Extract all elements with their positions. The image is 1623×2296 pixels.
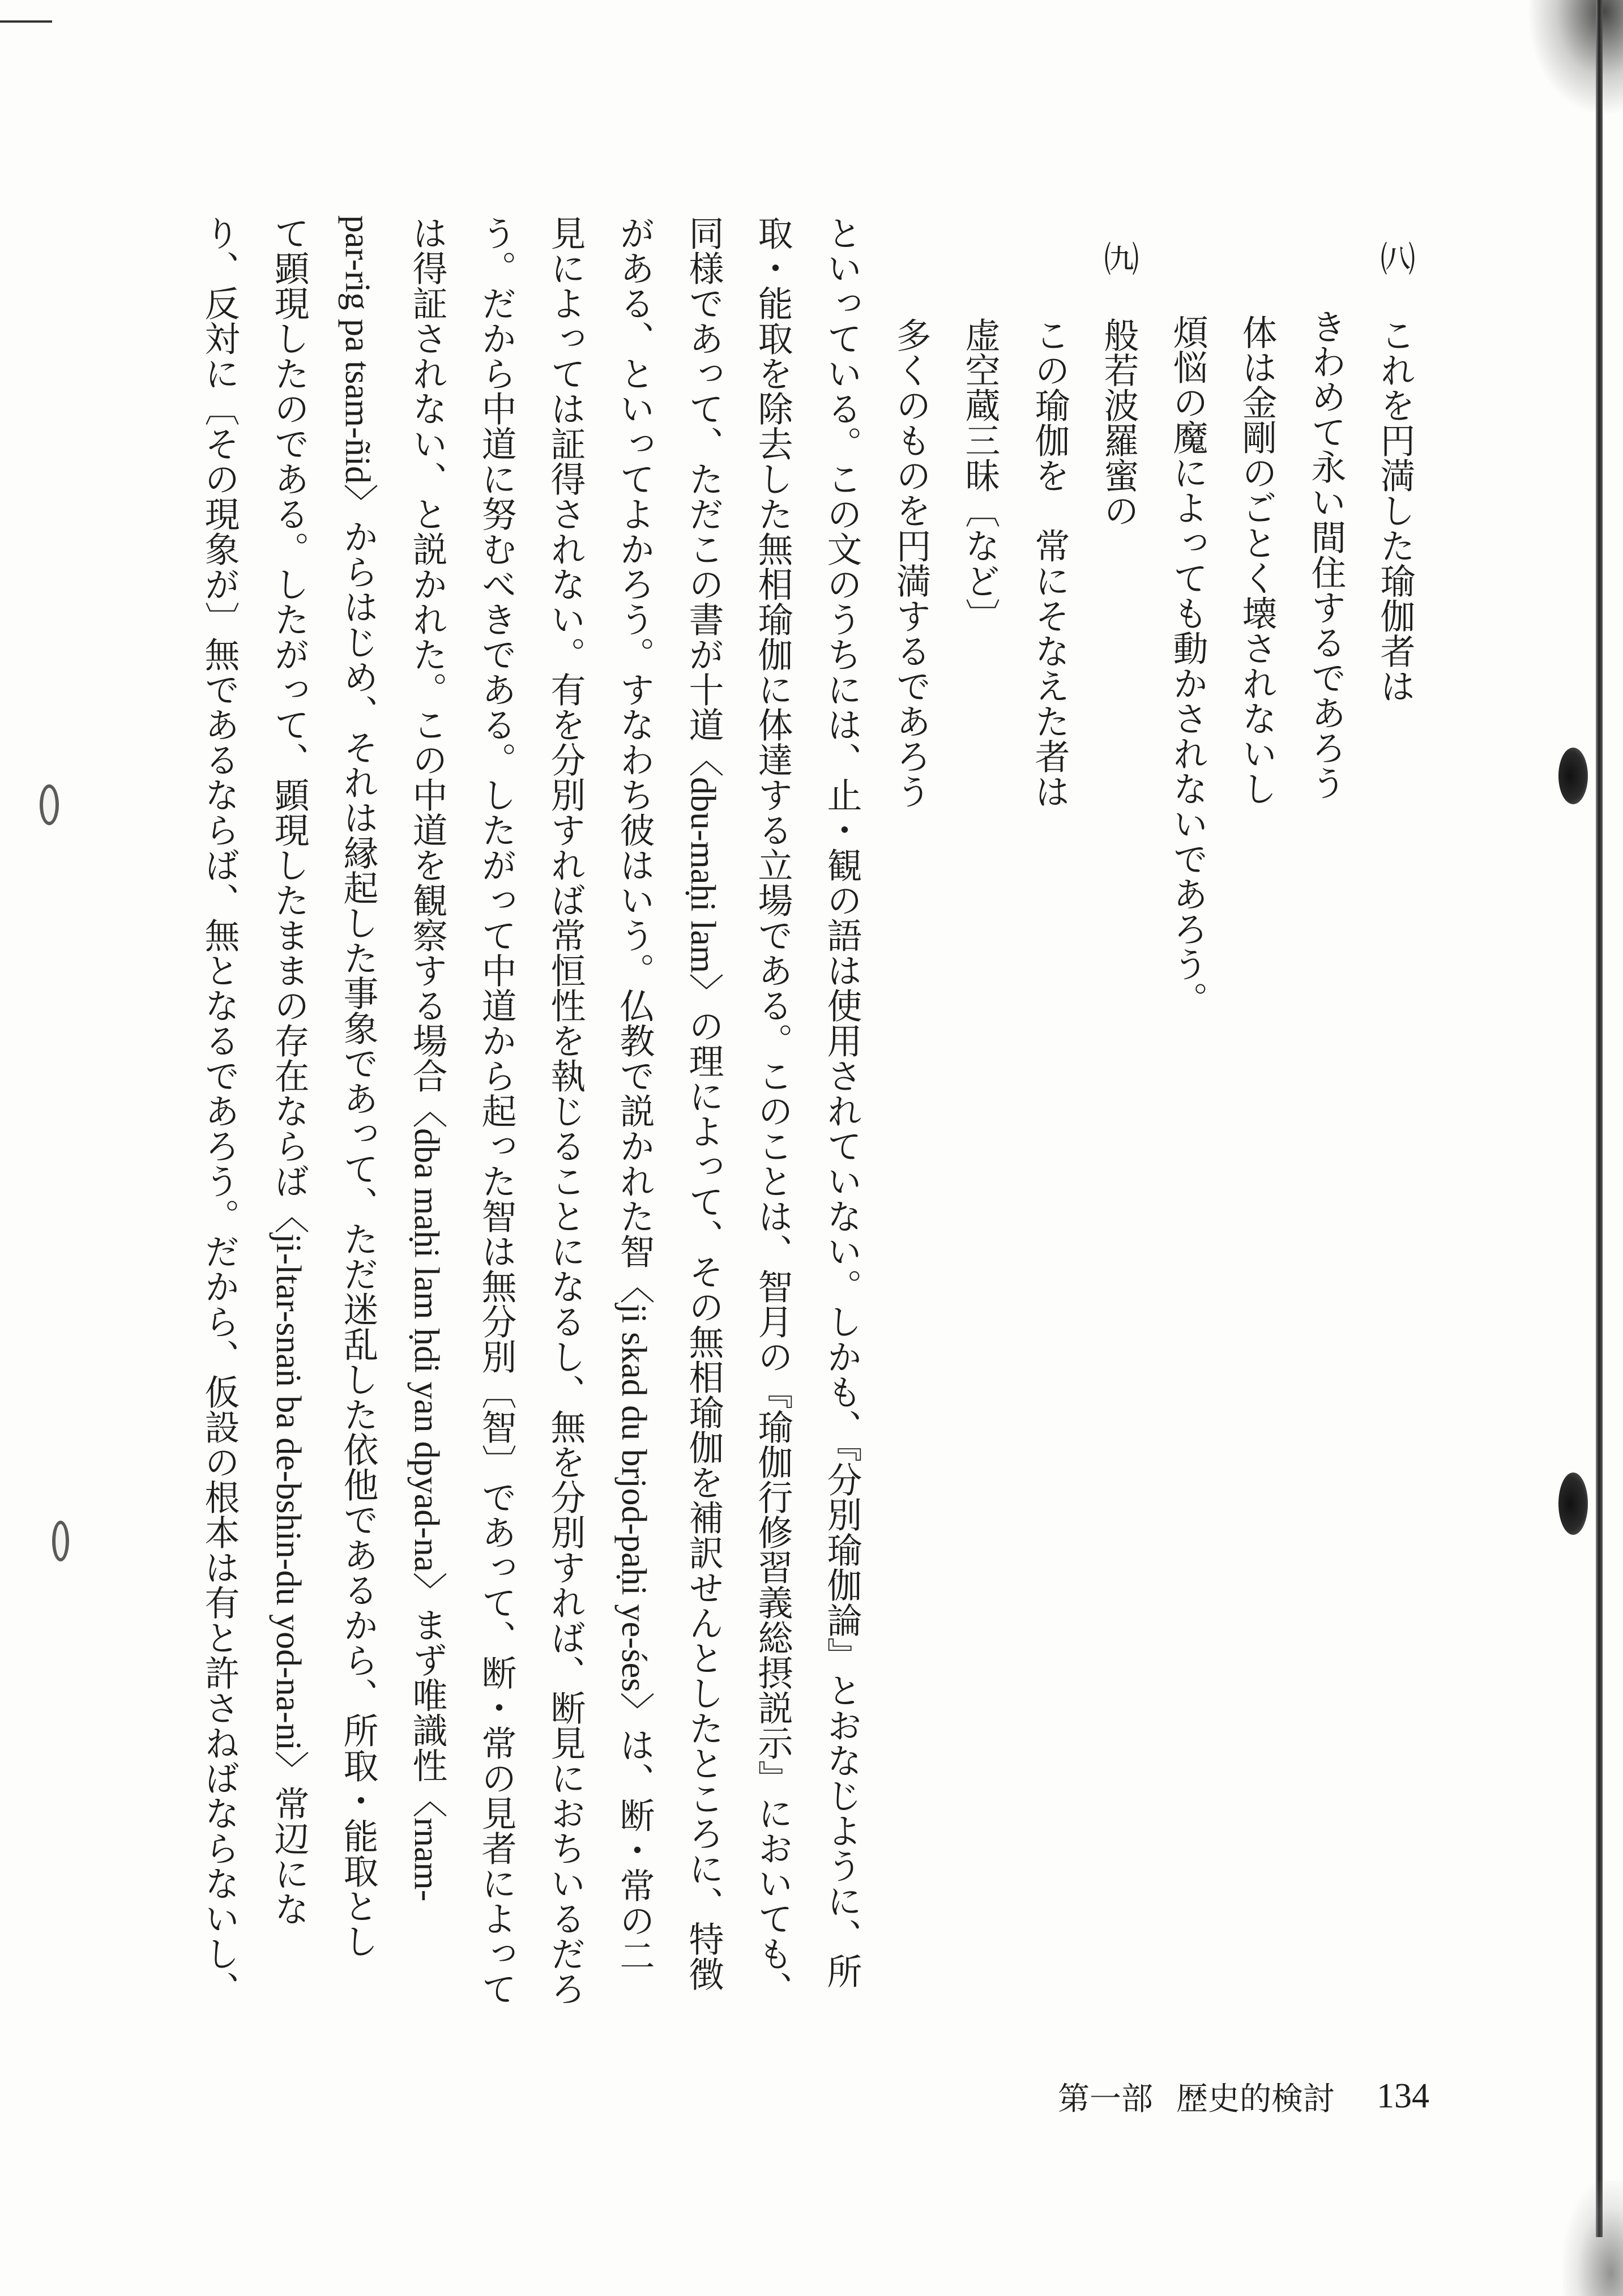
prose-line: といっている。この文のうちには、止・観の語は使用されていない。しかも、『分別瑜伽論』とおなじように、所 <box>822 215 860 1988</box>
scan-blotch <box>1558 1473 1588 1535</box>
scan-corner-smudge <box>1529 0 1623 113</box>
verse-marker: ㈨ <box>1099 241 1137 276</box>
prose-line: 取・能取を除去した無相瑜伽に体達する立場である。このことは、智月の『瑜伽行修習義総摂説示』においても、 <box>753 215 791 2006</box>
verse-marker: ㈧ <box>1375 241 1413 276</box>
footer-section-title: 歴史的検討 <box>1176 2082 1335 2117</box>
prose-line: う。だから中道に努むべきである。したがって中道から起った智は無分別〔智〕であって、断・常の見者によって <box>476 215 515 2006</box>
scan-corner-noise <box>1563 2180 1623 2296</box>
verse-line: これを円満した瑜伽者は <box>1375 317 1413 703</box>
verse-line: 体は金剛のごとく壊されないし <box>1237 314 1275 806</box>
scan-top-rule <box>0 20 52 23</box>
verse-line: 虚空蔵三昧〔など〕 <box>960 317 998 633</box>
page-number: 134 <box>1377 2077 1429 2115</box>
verse-line: 煩悩の魔によっても動かされないであろう。 <box>1168 314 1206 1017</box>
prose-line: 同様であって、ただこの書が十道〈dbu-maḥi lam〉の理によって、その無相瑜伽を補訳せんとしたところに、特徴 <box>684 215 722 1992</box>
verse-line: 多くのものを円満するであろう <box>891 317 929 809</box>
binding-shadow <box>1596 0 1603 2237</box>
scan-blotch <box>1558 748 1588 804</box>
prose-line: par-rig pa tsam-ñid〉からはじめ、それは縁起した事象であって、ただ迷乱した依他であるから、所取・能取とし <box>338 215 377 1958</box>
prose-line: て顕現したのである。したがって、顕現したままの存在ならば〈ji-ltar-snaṅ ba de-bshin-du yod-na-ni〉常辺にな <box>269 215 307 1926</box>
punch-hole-mark <box>52 1521 69 1561</box>
prose-line: がある、といってよかろう。すなわち彼はいう。仏教で説かれた智〈ji skad du brjod-paḥi ye-śes〉は、断・常の二 <box>614 215 653 1973</box>
prose-line: 見によっては証得されない。有を分別すれば常恒性を執じることになるし、無を分別すれば、断見におちいるだろ <box>545 215 584 2006</box>
punch-hole-mark <box>40 784 59 825</box>
footer-part-label: 第一部 <box>1058 2082 1153 2117</box>
verse-line: 般若波羅蜜の <box>1099 317 1137 528</box>
prose-line: は得証されない、と説かれた。この中道を観察する場合〈dba maḥi lam ḥdi yan dpyad-na〉まず唯識性〈rnam- <box>407 215 446 1902</box>
verse-line: この瑜伽を 常にそなえた者は <box>1030 317 1068 809</box>
prose-line: り、反対に〔その現象が〕無であるならば、無となるであろう。だから、仮設の根本は有と許さねばならないし、 <box>199 215 238 2006</box>
verse-line: きわめて永い間住するであろう <box>1306 309 1344 800</box>
